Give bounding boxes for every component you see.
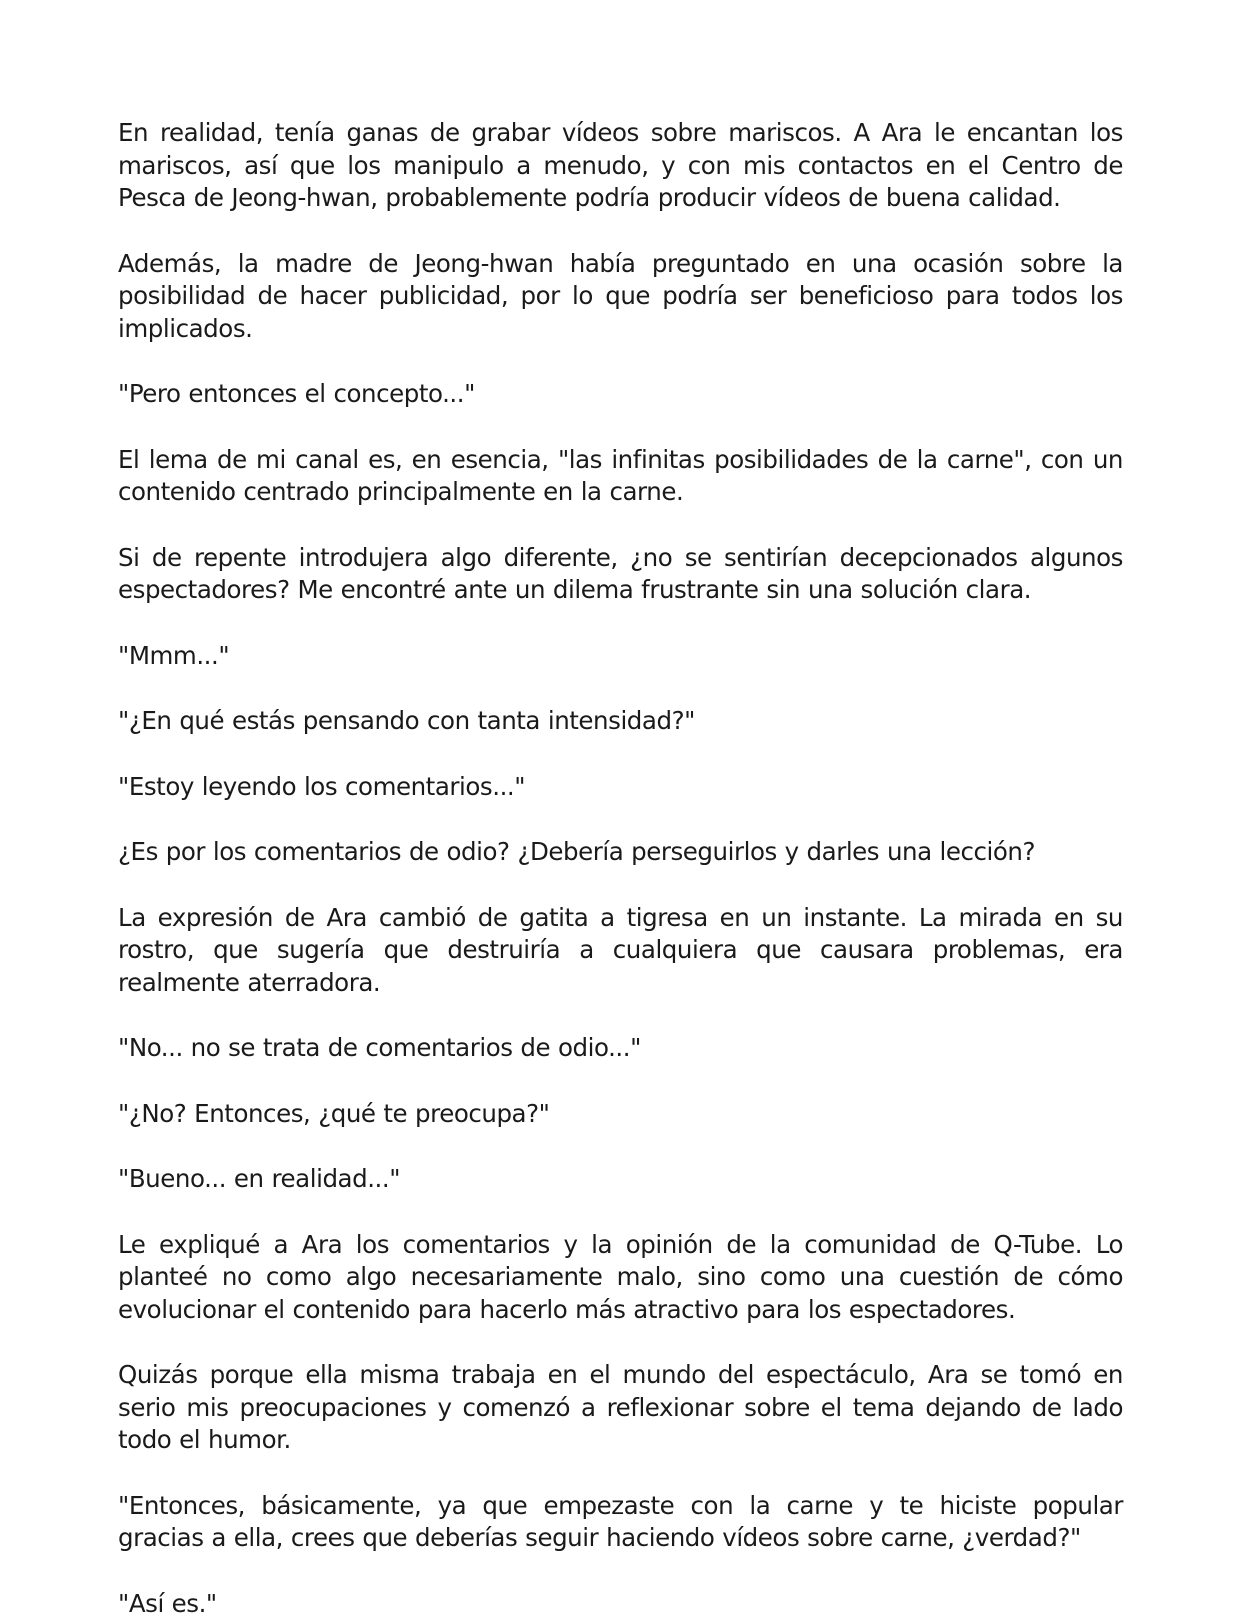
paragraph-11: "No... no se trata de comentarios de odio..." <box>118 1033 641 1062</box>
paragraph-14: Le expliqué a Ara los comentarios y la opinión de la comunidad de Q-Tube. Lo planteé no como algo necesariamente malo, sino como una cuestión de cómo evolucionar el contenido para hacerlo más atractivo para los espectadores. <box>118 1229 1123 1324</box>
paragraph-16: "Entonces, básicamente, ya que empezaste con la carne y te hiciste popular gracias a ella, crees que deberías seguir haciendo vídeos sobre carne, ¿verdad?" <box>118 1490 1123 1552</box>
paragraph-9: ¿Es por los comentarios de odio? ¿Debería perseguirlos y darles una lección? <box>118 837 1036 866</box>
paragraph-6: "Mmm..." <box>118 640 230 670</box>
paragraph-15: Quizás porque ella misma trabaja en el mundo del espectáculo, Ara se tomó en serio mis preocupaciones y comenzó a reflexionar sobre el tema dejando de lado todo el humor. <box>118 1360 1123 1454</box>
paragraph-5: Si de repente introdujera algo diferente, ¿no se sentirían decepcionados algunos espectadores? Me encontré ante un dilema frustrante sin una solución clara. <box>118 542 1123 604</box>
paragraph-13: "Bueno... en realidad..." <box>118 1164 401 1193</box>
paragraph-4: El lema de mi canal es, en esencia, "las infinitas posibilidades de la carne", con un contenido centrado principalmente en la carne. <box>118 444 1123 506</box>
paragraph-2: Además, la madre de Jeong-hwan había preguntado en una ocasión sobre la posibilidad de hacer publicidad, por lo que podría ser beneficioso para todos los implicados. <box>118 248 1123 343</box>
paragraph-3: "Pero entonces el concepto..." <box>118 379 475 408</box>
paragraph-17: "Así es." <box>118 1588 217 1618</box>
paragraph-8: "Estoy leyendo los comentarios..." <box>118 771 526 801</box>
paragraph-1: En realidad, tenía ganas de grabar vídeos sobre mariscos. A Ara le encantan los mariscos, así que los manipulo a menudo, y con mis contactos en el Centro de Pesca de Jeong-hwan, probablemente podría producir vídeos de buena calidad. <box>118 118 1123 212</box>
paragraph-7: "¿En qué estás pensando con tanta intensidad?" <box>118 706 695 735</box>
document-body <box>118 117 1123 1620</box>
paragraph-12: "¿No? Entonces, ¿qué te preocupa?" <box>118 1098 550 1128</box>
paragraph-10: La expresión de Ara cambió de gatita a tigresa en un instante. La mirada en su rostro, que sugería que destruiría a cualquiera que causara problemas, era realmente aterradora. <box>118 902 1123 997</box>
